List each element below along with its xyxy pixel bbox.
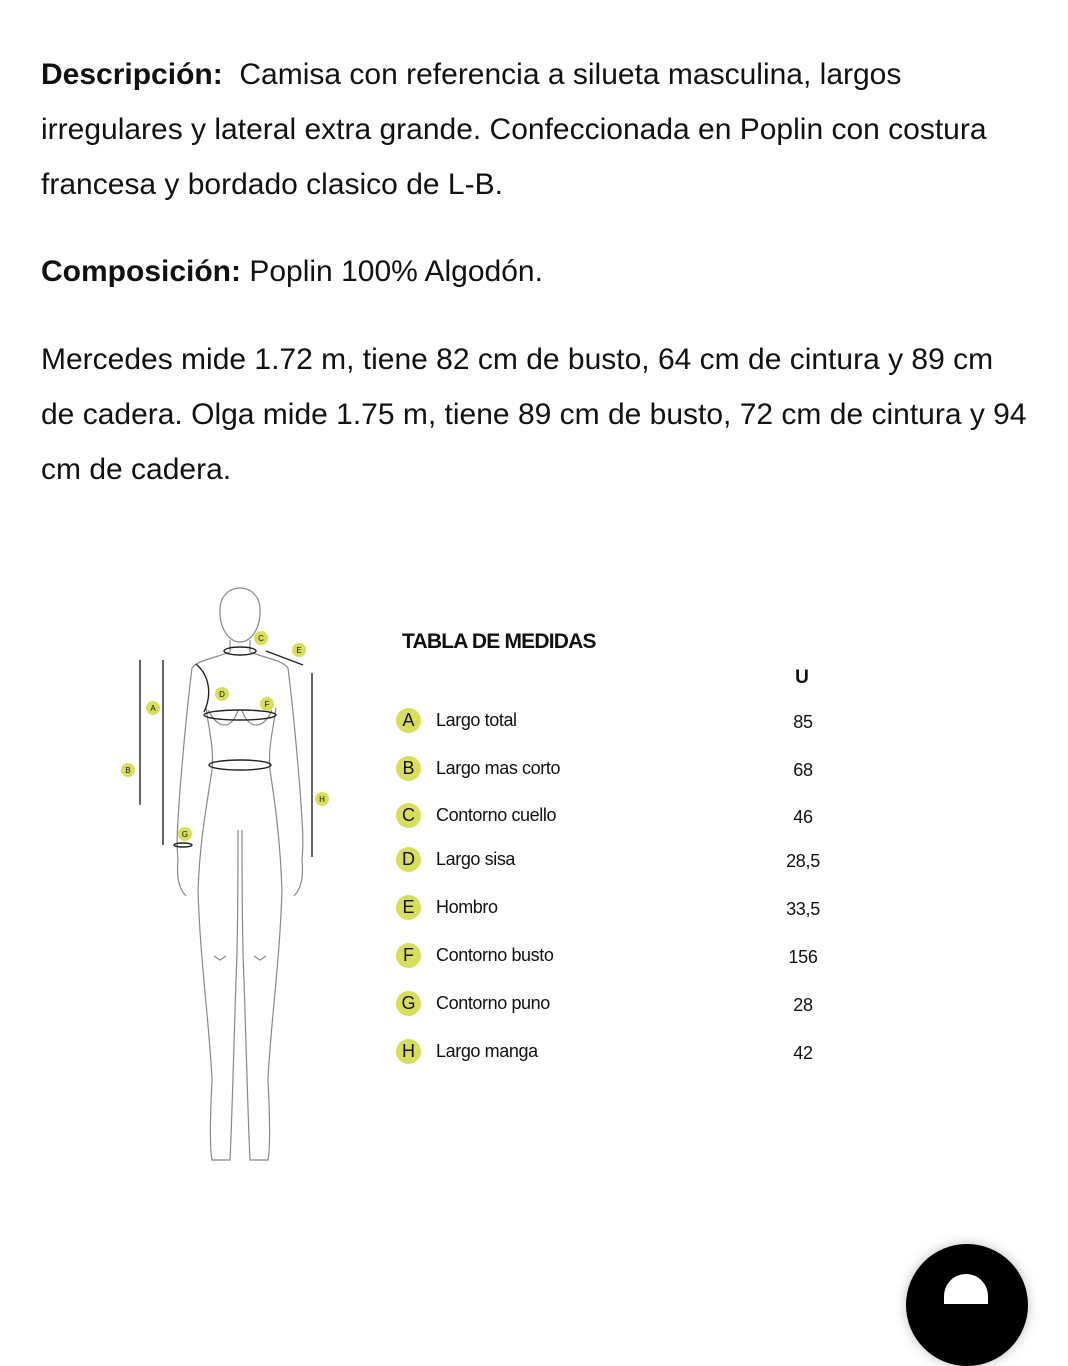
measurement-label: Contorno puno	[436, 993, 550, 1013]
svg-text:B: B	[125, 766, 131, 775]
composition-label: Composición:	[41, 255, 241, 288]
size-table-row	[396, 895, 836, 923]
measurement-value: 28,5	[786, 851, 820, 871]
size-table-row	[396, 803, 836, 831]
svg-text:F: F	[264, 700, 270, 709]
measurement-value: 68	[793, 760, 813, 780]
measurement-letter-badge: F	[396, 943, 421, 968]
measurement-letter-badge: A	[396, 708, 421, 733]
measurement-letter-badge: B	[396, 756, 421, 781]
measurement-value: 33,5	[786, 899, 820, 919]
floating-chat-button[interactable]	[906, 1244, 1028, 1366]
size-table-title: TABLA DE MEDIDAS	[402, 630, 596, 653]
composition-paragraph	[41, 244, 1031, 299]
measurement-letter-badge: H	[396, 1039, 421, 1064]
svg-text:H: H	[319, 795, 325, 804]
description-paragraph	[41, 47, 1031, 212]
description-text: Camisa con referencia a silueta masculina, largos irregulares y lateral extra grande. Confeccionada en Poplin con costura francesa y bordado clasico de L-B.	[41, 58, 987, 201]
measurement-label: Largo mas corto	[436, 758, 561, 778]
composition-text: Poplin 100% Algodón.	[249, 255, 543, 288]
svg-text:D: D	[219, 690, 225, 699]
fashion-croquis-illustration	[100, 560, 360, 1180]
models-measurements-paragraph: Mercedes mide 1.72 m, tiene 82 cm de busto, 64 cm de cintura y 89 cm de cadera. Olga mide 1.75 m, tiene 89 cm de busto, 72 cm de cintura y 94 cm de cadera.	[41, 343, 1027, 486]
measurement-letter-badge: E	[396, 895, 421, 920]
measurement-label: Contorno busto	[436, 945, 554, 965]
measurement-value: 42	[793, 1043, 813, 1063]
size-column-header: U	[795, 667, 809, 688]
measurement-label: Largo manga	[436, 1041, 538, 1061]
svg-text:E: E	[296, 646, 302, 655]
measurement-letter-badge: C	[396, 803, 421, 828]
measurement-value: 156	[788, 947, 818, 967]
svg-text:A: A	[150, 704, 156, 713]
measurement-letter-badge: D	[396, 847, 421, 872]
size-table-row	[396, 708, 836, 736]
chat-icon	[944, 1274, 988, 1304]
svg-text:G: G	[181, 830, 189, 839]
svg-text:C: C	[258, 634, 264, 643]
measurement-label: Hombro	[436, 897, 498, 917]
measurement-letter-badge: G	[396, 991, 421, 1016]
size-table-row	[396, 847, 836, 875]
measurement-label: Contorno cuello	[436, 805, 557, 825]
size-table-row	[396, 756, 836, 784]
measurement-label: Largo total	[436, 710, 517, 730]
size-table-row	[396, 991, 836, 1019]
measurement-value: 28	[793, 995, 813, 1015]
measurement-value: 85	[793, 712, 813, 732]
description-label: Descripción:	[41, 58, 223, 91]
size-table-row	[396, 943, 836, 971]
size-table-row	[396, 1039, 836, 1067]
measurement-label: Largo sisa	[436, 849, 516, 869]
measurement-value: 46	[793, 807, 813, 827]
body-measurement-figure	[100, 560, 360, 1180]
